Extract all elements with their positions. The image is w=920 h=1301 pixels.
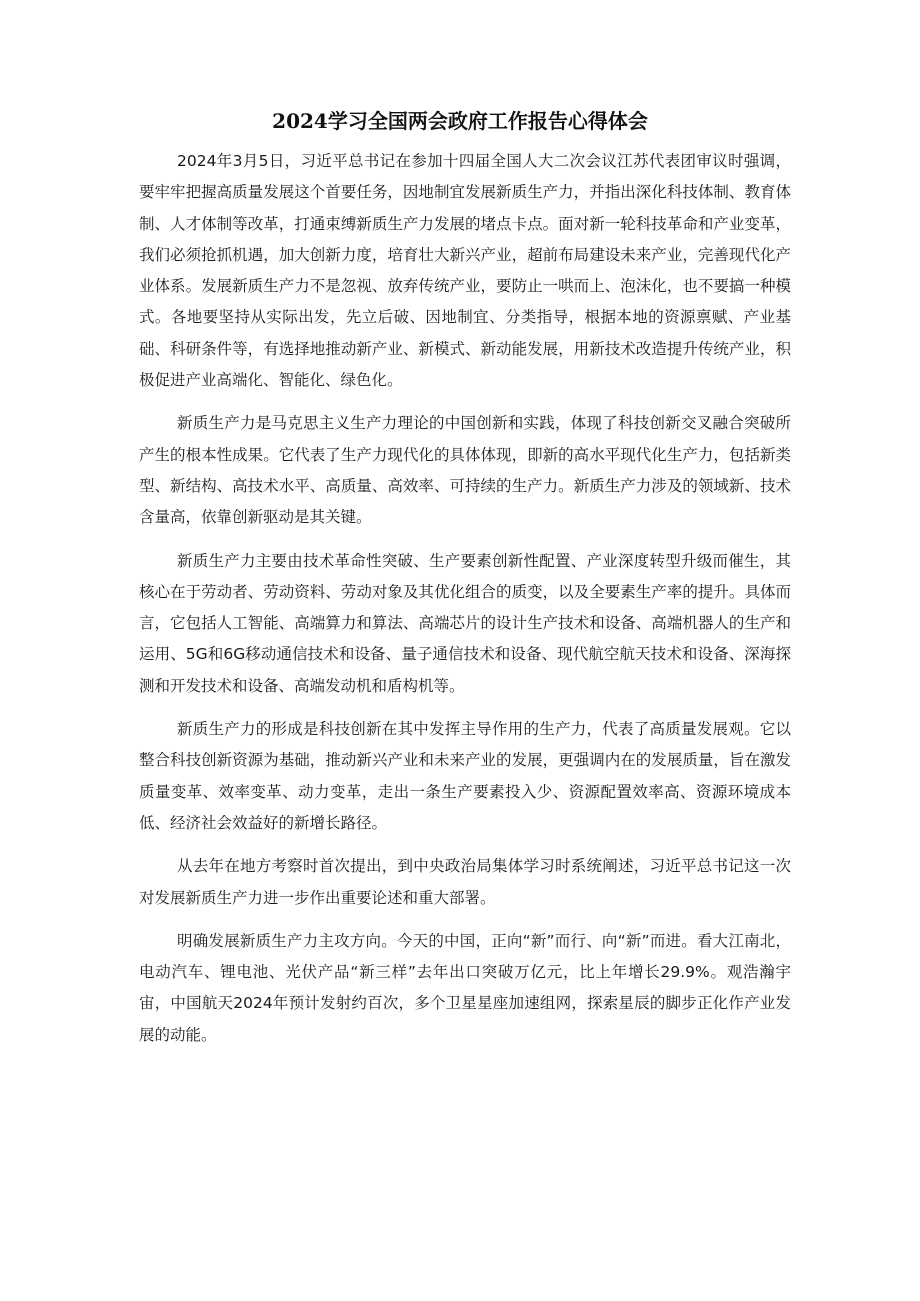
document-body: [139, 146, 791, 1051]
paragraph-2: 新质生产力是马克思主义生产力理论的中国创新和实践，体现了科技创新交叉融合突破所产生的根本性成果。它代表了生产力现代化的具体体现，即新的高水平现代化生产力，包括新类型、新结构、高技术水平、高质量、高效率、可持续的生产力。新质生产力涉及的领域新、技术含量高，依靠创新驱动是其关键。: [139, 414, 791, 527]
paragraph-6: 明确发展新质生产力主攻方向。今天的中国，正向“新”而行、向“新”而进。看大江南北，电动汽车、锂电池、光伏产品“新三样”去年出口突破万亿元，比上年增长29.9%。观浩瀚宇宙，中国航天2024年预计发射约百次，多个卫星星座加速组网，探索星辰的脚步正化作产业发展的动能。: [139, 931, 791, 1044]
paragraph-5: 从去年在地方考察时首次提出，到中央政治局集体学习时系统阐述，习近平总书记这一次对发展新质生产力进一步作出重要论述和重大部署。: [139, 857, 791, 907]
paragraph-4: 新质生产力的形成是科技创新在其中发挥主导作用的生产力，代表了高质量发展观。它以整合科技创新资源为基础，推动新兴产业和未来产业的发展，更强调内在的发展质量，旨在激发质量变革、效率变革、动力变革，走出一条生产要素投入少、资源配置效率高、资源环境成本低、经济社会效益好的新增长路径。: [139, 720, 791, 832]
paragraph-3: 新质生产力主要由技术革命性突破、生产要素创新性配置、产业深度转型升级而催生，其核心在于劳动者、劳动资料、劳动对象及其优化组合的质变，以及全要素生产率的提升。具体而言，它包括人工智能、高端算力和算法、高端芯片的设计生产技术和设备、高端机器人的生产和运用、5G和6G移动通信技术和设备、量子通信技术和设备、现代航空航天技术和设备、深海探测和开发技术和设备、高端发动机和盾构机等。: [139, 551, 791, 695]
paragraph-1: 2024年3月5日，习近平总书记在参加十四届全国人大二次会议江苏代表团审议时强调，要牢牢把握高质量发展这个首要任务，因地制宜发展新质生产力，并指出深化科技体制、教育体制、人才体制等改革，打通束缚新质生产力发展的堵点卡点。面对新一轮科技革命和产业变革，我们必须抢抓机遇，加大创新力度，培育壮大新兴产业，超前布局建设未来产业，完善现代化产业体系。发展新质生产力不是忽视、放弃传统产业，要防止一哄而上、泡沫化，也不要搞一种模式。各地要坚持从实际出发，先立后破、因地制宜、分类指导，根据本地的资源禀赋、产业基础、科研条件等，有选择地推动新产业、新模式、新动能发展，用新技术改造提升传统产业，积极促进产业高端化、智能化、绿色化。: [139, 152, 791, 390]
document-title: 2024学习全国两会政府工作报告心得体会: [272, 109, 648, 133]
